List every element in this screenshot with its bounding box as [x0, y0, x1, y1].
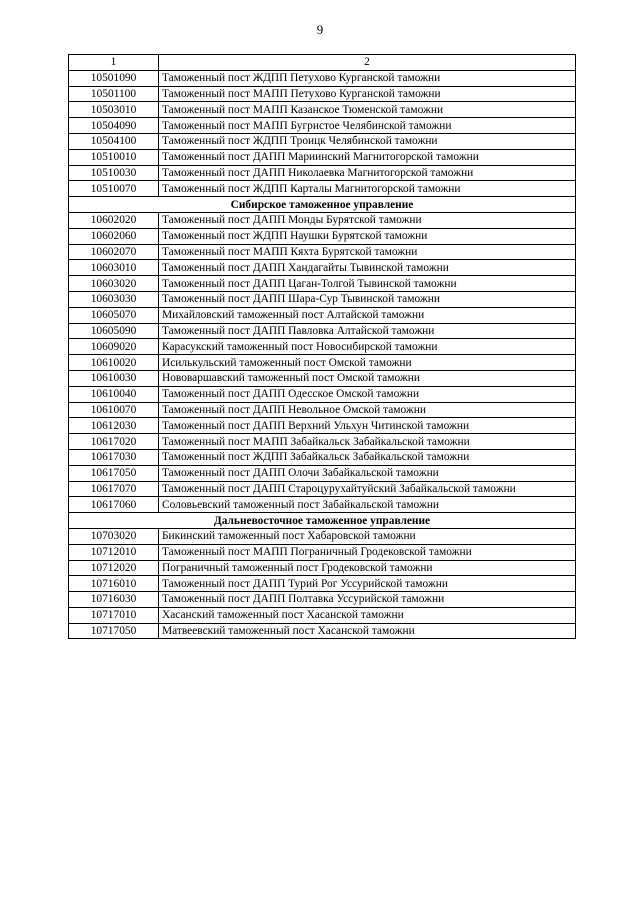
table-row: [69, 70, 576, 86]
table-header-row: [69, 55, 576, 71]
post-code-cell: 10504100: [69, 133, 159, 149]
table-row: [69, 434, 576, 450]
post-name-cell: Таможенный пост ДАПП Хандагайты Тывинской таможни: [159, 260, 576, 276]
post-code-cell: 10717010: [69, 607, 159, 623]
table-row: [69, 592, 576, 608]
post-code-cell: 10617070: [69, 481, 159, 497]
post-code-cell: 10610020: [69, 355, 159, 371]
table-row: [69, 102, 576, 118]
post-name-cell: Таможенный пост МАПП Забайкальск Забайкальской таможни: [159, 434, 576, 450]
post-name-cell: Михайловский таможенный пост Алтайской таможни: [159, 307, 576, 323]
post-name-cell: Таможенный пост ДАПП Турий Рог Уссурийской таможни: [159, 576, 576, 592]
post-name-cell: Таможенный пост ЖДПП Карталы Магнитогорской таможни: [159, 181, 576, 197]
post-code-cell: 10603020: [69, 276, 159, 292]
column-header-code: 1: [69, 55, 159, 71]
table-row: [69, 323, 576, 339]
post-code-cell: 10712010: [69, 544, 159, 560]
post-name-cell: Таможенный пост ДАПП Одесское Омской таможни: [159, 386, 576, 402]
post-name-cell: Таможенный пост МАПП Кяхта Бурятской таможни: [159, 244, 576, 260]
table-body: [69, 70, 576, 639]
post-name-cell: Таможенный пост ДАПП Полтавка Уссурийской таможни: [159, 592, 576, 608]
post-name-cell: Таможенный пост ДАПП Невольное Омской таможни: [159, 402, 576, 418]
table-row: [69, 370, 576, 386]
post-name-cell: Таможенный пост ДАПП Николаевка Магнитогорской таможни: [159, 165, 576, 181]
post-code-cell: 10603010: [69, 260, 159, 276]
table-row: [69, 260, 576, 276]
table-row: [69, 181, 576, 197]
table-row: [69, 355, 576, 371]
table-row: [69, 481, 576, 497]
post-name-cell: Таможенный пост МАПП Казанское Тюменской таможни: [159, 102, 576, 118]
post-code-cell: 10610040: [69, 386, 159, 402]
post-code-cell: 10510010: [69, 149, 159, 165]
post-code-cell: 10501090: [69, 70, 159, 86]
post-name-cell: Таможенный пост МАПП Пограничный Гродековской таможни: [159, 544, 576, 560]
table-row: [69, 449, 576, 465]
post-code-cell: 10609020: [69, 339, 159, 355]
post-name-cell: Таможенный пост ДАПП Цаган-Толгой Тывинской таможни: [159, 276, 576, 292]
column-header-name: 2: [159, 55, 576, 71]
customs-posts-table: [68, 54, 576, 639]
post-name-cell: Матвеевский таможенный пост Хасанской таможни: [159, 623, 576, 639]
post-name-cell: Бикинский таможенный пост Хабаровской таможни: [159, 528, 576, 544]
post-code-cell: 10617060: [69, 497, 159, 513]
post-code-cell: 10716010: [69, 576, 159, 592]
post-name-cell: Таможенный пост ЖДПП Забайкальск Забайкальской таможни: [159, 449, 576, 465]
table-row: [69, 165, 576, 181]
table-row: [69, 576, 576, 592]
post-name-cell: Хасанский таможенный пост Хасанской таможни: [159, 607, 576, 623]
post-name-cell: Таможенный пост ДАПП Олочи Забайкальской таможни: [159, 465, 576, 481]
table-row: [69, 244, 576, 260]
table-row: [69, 307, 576, 323]
post-name-cell: Таможенный пост ДАПП Монды Бурятской таможни: [159, 212, 576, 228]
table-row: [69, 276, 576, 292]
table-row: [69, 228, 576, 244]
section-title: Дальневосточное таможенное управление: [69, 513, 576, 529]
table-row: [69, 623, 576, 639]
table-row: [69, 133, 576, 149]
table-row: [69, 149, 576, 165]
section-header-row: [69, 513, 576, 529]
post-name-cell: Таможенный пост ЖДПП Троицк Челябинской таможни: [159, 133, 576, 149]
page-number: 9: [316, 22, 324, 37]
post-code-cell: 10617020: [69, 434, 159, 450]
table-row: [69, 386, 576, 402]
post-name-cell: Исилькульский таможенный пост Омской таможни: [159, 355, 576, 371]
post-code-cell: 10605070: [69, 307, 159, 323]
table-row: [69, 86, 576, 102]
post-name-cell: Карасукский таможенный пост Новосибирской таможни: [159, 339, 576, 355]
table-row: [69, 118, 576, 134]
post-code-cell: 10712020: [69, 560, 159, 576]
post-name-cell: Таможенный пост ДАПП Шара-Сур Тывинской таможни: [159, 291, 576, 307]
post-code-cell: 10612030: [69, 418, 159, 434]
post-name-cell: Таможенный пост ЖДПП Петухово Курганской таможни: [159, 70, 576, 86]
post-name-cell: Таможенный пост ЖДПП Наушки Бурятской таможни: [159, 228, 576, 244]
post-code-cell: 10510070: [69, 181, 159, 197]
post-name-cell: Нововаршавский таможенный пост Омской таможни: [159, 370, 576, 386]
post-name-cell: Таможенный пост МАПП Петухово Курганской таможни: [159, 86, 576, 102]
post-code-cell: 10717050: [69, 623, 159, 639]
table-row: [69, 465, 576, 481]
table-row: [69, 291, 576, 307]
table-row: [69, 560, 576, 576]
table-row: [69, 528, 576, 544]
post-code-cell: 10602070: [69, 244, 159, 260]
post-code-cell: 10603030: [69, 291, 159, 307]
post-code-cell: 10716030: [69, 592, 159, 608]
post-name-cell: Таможенный пост ДАПП Староцурухайтуйский Забайкальской таможни: [159, 481, 576, 497]
post-code-cell: 10605090: [69, 323, 159, 339]
post-code-cell: 10501100: [69, 86, 159, 102]
post-code-cell: 10617050: [69, 465, 159, 481]
table-row: [69, 544, 576, 560]
post-name-cell: Пограничный таможенный пост Гродековской таможни: [159, 560, 576, 576]
section-header-row: [69, 197, 576, 213]
post-code-cell: 10602020: [69, 212, 159, 228]
post-code-cell: 10503010: [69, 102, 159, 118]
post-name-cell: Таможенный пост ДАПП Павловка Алтайской таможни: [159, 323, 576, 339]
section-title: Сибирское таможенное управление: [69, 197, 576, 213]
table-row: [69, 402, 576, 418]
table-row: [69, 212, 576, 228]
table-row: [69, 607, 576, 623]
post-name-cell: Таможенный пост ДАПП Мариинский Магнитогорской таможни: [159, 149, 576, 165]
table-row: [69, 418, 576, 434]
table-row: [69, 339, 576, 355]
post-name-cell: Таможенный пост МАПП Бугристое Челябинской таможни: [159, 118, 576, 134]
post-code-cell: 10617030: [69, 449, 159, 465]
post-code-cell: 10504090: [69, 118, 159, 134]
post-code-cell: 10610030: [69, 370, 159, 386]
post-name-cell: Соловьевский таможенный пост Забайкальской таможни: [159, 497, 576, 513]
table-row: [69, 497, 576, 513]
post-code-cell: 10510030: [69, 165, 159, 181]
post-name-cell: Таможенный пост ДАПП Верхний Ульхун Читинской таможни: [159, 418, 576, 434]
post-code-cell: 10602060: [69, 228, 159, 244]
post-code-cell: 10703020: [69, 528, 159, 544]
post-code-cell: 10610070: [69, 402, 159, 418]
